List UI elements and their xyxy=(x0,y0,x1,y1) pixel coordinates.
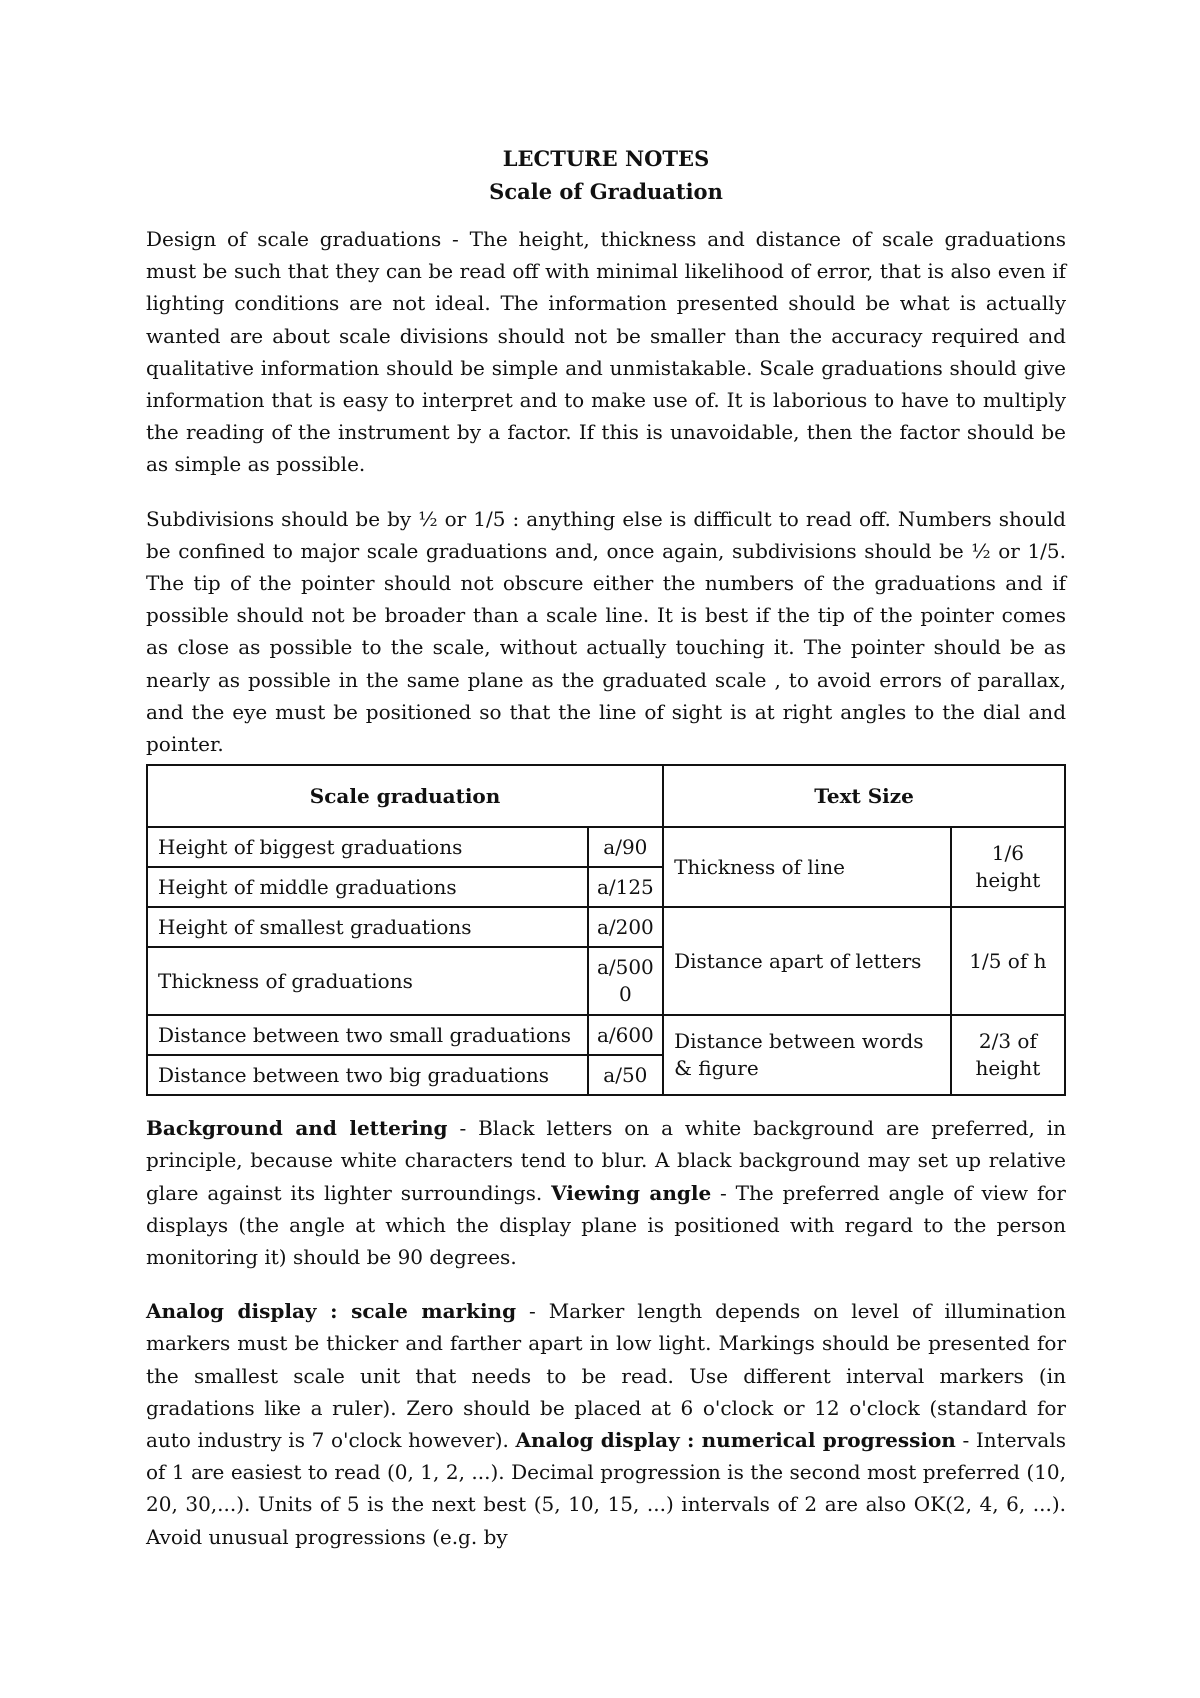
scale-value: a/125 xyxy=(588,867,663,907)
scale-label: Thickness of graduations xyxy=(147,947,588,1015)
header-text-size: Text Size xyxy=(663,765,1065,827)
heading-background-lettering: Background and lettering xyxy=(146,1116,448,1141)
paragraph-analog-display xyxy=(146,1295,1066,1553)
text-background-lettering: - Black letters on a white background are preferred, in principle, because white characters tend to blur. A black background may set up relative glare against its lighter surroundings. xyxy=(146,1116,1066,1205)
scale-label: Height of smallest graduations xyxy=(147,907,588,947)
text-value: 2/3 of height xyxy=(951,1015,1065,1095)
header-scale-graduation: Scale graduation xyxy=(147,765,663,827)
text-viewing-angle: - The preferred angle of view for displays (the angle at which the display plane is positioned with regard to the person monitoring it) should be 90 degrees. xyxy=(146,1180,1066,1270)
heading-numerical-progression: Analog display : numerical progression xyxy=(515,1428,956,1453)
scale-value: a/90 xyxy=(588,827,663,867)
text-value: 1/6 height xyxy=(951,827,1065,907)
scale-label: Height of biggest graduations xyxy=(147,827,588,867)
text-value: 1/5 of h xyxy=(951,907,1065,1015)
text-numerical-progression: - Intervals of 1 are easiest to read (0, 1, 2, ...). Decimal progression is the second most preferred (10, 20, 30,...). Units of 5 is the next best (5, 10, 15, ...) intervals of 2 are also OK(2, 4, 6, ...). Avoid unusual progressions (e.g. by xyxy=(146,1428,1067,1549)
text-label: Distance apart of letters xyxy=(663,907,951,1015)
heading-viewing-angle: Viewing angle xyxy=(551,1180,712,1205)
table-row xyxy=(147,907,1065,947)
document-page xyxy=(146,142,1066,1553)
paragraph-subdivisions: Subdivisions should be by ½ or 1/5 : anything else is difficult to read off. Numbers should be confined to major scale graduations and, once again, subdivisions should be ½ or 1/5. The tip of the pointer should not obscure either the numbers of the graduations and if possible should not be broader than a scale line. It is best if the tip of the pointer comes as close as possible to the scale, without actually touching it. The pointer should be as nearly as possible in the same plane as the graduated scale , to avoid errors of parallax, and the eye must be positioned so that the line of sight is at right angles to the dial and pointer. xyxy=(146,506,1066,757)
scale-label: Height of middle graduations xyxy=(147,867,588,907)
scale-value: a/50 xyxy=(588,1055,663,1095)
scale-value: a/5000 xyxy=(588,947,663,1015)
table-header-row xyxy=(147,765,1065,827)
scale-label: Distance between two small graduations xyxy=(147,1015,588,1055)
text-label: Distance between words & figure xyxy=(663,1015,951,1095)
text-label: Thickness of line xyxy=(663,827,951,907)
graduation-table xyxy=(146,764,1066,1096)
paragraph-design: Design of scale graduations - The height, thickness and distance of scale graduations must be such that they can be read off with minimal likelihood of error, that is also even if lighting conditions are not ideal. The information presented should be what is actually wanted are about scale divisions should not be smaller than the accuracy required and qualitative information should be simple and unmistakable. Scale graduations should give information that is easy to interpret and to make use of. It is laborious to have to multiply the reading of the instrument by a factor. If this is unavoidable, then the factor should be as simple as possible. xyxy=(146,227,1066,477)
document-subtitle: Scale of Graduation xyxy=(489,179,723,204)
table-row xyxy=(147,1015,1065,1055)
scale-value: a/600 xyxy=(588,1015,663,1055)
scale-value: a/200 xyxy=(588,907,663,947)
document-title: LECTURE NOTES xyxy=(502,146,710,171)
scale-label: Distance between two big graduations xyxy=(147,1055,588,1095)
heading-scale-marking: Analog display : scale marking xyxy=(146,1299,517,1324)
text-scale-marking: - Marker length depends on level of illumination markers must be thicker and farther apart in low light. Markings should be presented for the smallest scale unit that needs to be read. Use different interval markers (in gradations like a ruler). Zero should be placed at 6 o'clock or 12 o'clock (standard for auto industry is 7 o'clock however). xyxy=(146,1299,1066,1453)
table-row xyxy=(147,827,1065,867)
paragraph-background-lettering xyxy=(146,1112,1066,1273)
